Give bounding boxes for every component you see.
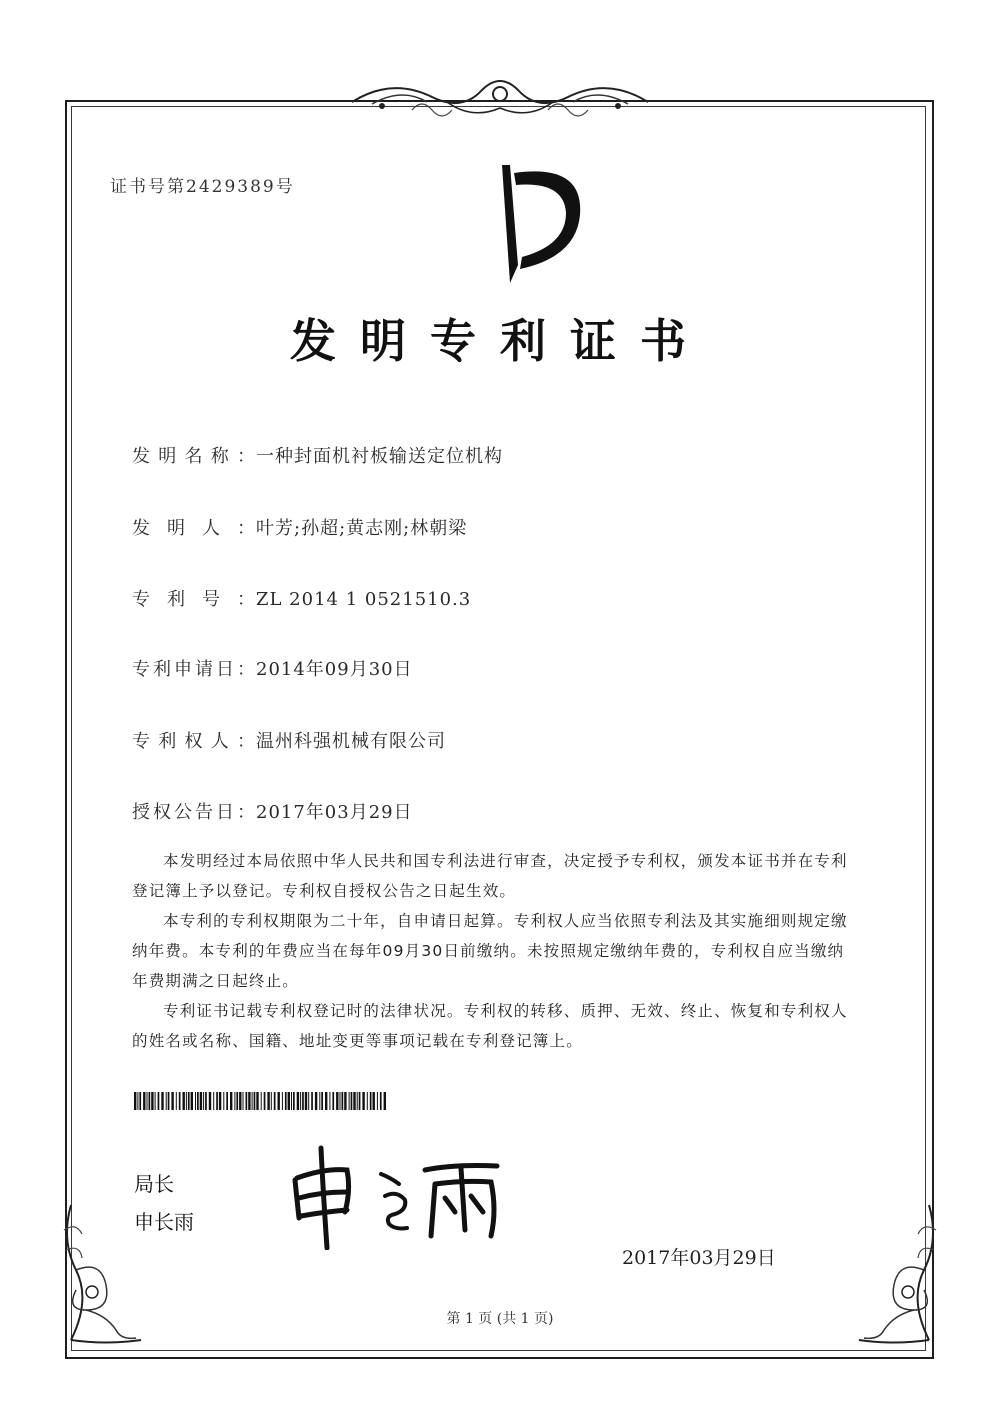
barcode-bar bbox=[203, 1092, 204, 1110]
barcode-bar bbox=[351, 1092, 353, 1110]
barcode-bar bbox=[151, 1092, 153, 1110]
barcode-bar bbox=[291, 1092, 292, 1110]
field-label: 专利申请日： bbox=[132, 659, 256, 680]
barcode-bar bbox=[332, 1092, 334, 1110]
barcode-bar bbox=[252, 1092, 253, 1110]
barcode-bar bbox=[188, 1092, 190, 1110]
certificate-number: 证书号第2429389号 bbox=[110, 177, 295, 197]
barcode-bar bbox=[147, 1092, 148, 1110]
barcode-bar bbox=[209, 1092, 211, 1110]
field-label: 专利号： bbox=[132, 589, 256, 610]
barcode-bar bbox=[213, 1092, 214, 1110]
barcode-bar bbox=[149, 1092, 151, 1110]
barcode-bar bbox=[373, 1092, 375, 1110]
field-patent-number bbox=[132, 585, 471, 611]
barcode-bar bbox=[223, 1092, 224, 1110]
barcode-bar bbox=[216, 1092, 218, 1110]
barcode-bar bbox=[267, 1092, 269, 1110]
director-signature bbox=[285, 1140, 515, 1250]
barcode-bar bbox=[161, 1092, 163, 1110]
field-value: 2014年09月30日 bbox=[256, 659, 413, 680]
barcode-bar bbox=[171, 1092, 173, 1110]
barcode-bar bbox=[362, 1092, 364, 1110]
barcode-bar bbox=[321, 1092, 323, 1110]
barcode-bar bbox=[300, 1092, 301, 1110]
field-value: ZL 2014 1 0521510.3 bbox=[256, 589, 472, 610]
barcode-bar bbox=[134, 1092, 136, 1110]
barcode-bar bbox=[186, 1092, 187, 1110]
barcode-bar bbox=[239, 1092, 241, 1110]
barcode-bar bbox=[357, 1092, 358, 1110]
barcode-bar bbox=[380, 1092, 382, 1110]
barcode-bar bbox=[325, 1092, 327, 1110]
barcode-bar bbox=[319, 1092, 320, 1110]
barcode-bar bbox=[340, 1092, 341, 1110]
barcode-bar bbox=[264, 1092, 266, 1110]
barcode-bar bbox=[353, 1092, 355, 1110]
barcode-bar bbox=[285, 1092, 287, 1110]
field-value: 叶芳;孙超;黄志刚;林朝梁 bbox=[256, 518, 468, 539]
barcode-bar bbox=[137, 1092, 138, 1110]
barcode-bar bbox=[246, 1092, 248, 1110]
field-invention-name bbox=[132, 442, 503, 468]
field-application-date bbox=[132, 655, 413, 681]
barcode-bar bbox=[195, 1092, 196, 1110]
page-number: 第 1 页 (共 1 页) bbox=[446, 1311, 554, 1327]
barcode-bar bbox=[278, 1092, 280, 1110]
barcode-bar bbox=[139, 1092, 141, 1110]
top-ornament-icon bbox=[352, 72, 648, 122]
barcode-bar bbox=[297, 1092, 299, 1110]
barcode-bar bbox=[219, 1092, 221, 1110]
body-paragraph: 专利证书记载专利权登记时的法律状况。专利权的转移、质押、无效、终止、恢复和专利权人的姓名或名称、国籍、地址变更等事项记载在专利登记簿上。 bbox=[132, 1002, 848, 1050]
barcode-bar bbox=[293, 1092, 295, 1110]
barcode-bar bbox=[336, 1092, 338, 1110]
field-value: 一种封面机衬板输送定位机构 bbox=[256, 446, 503, 467]
barcode-bar bbox=[143, 1092, 145, 1110]
body-paragraph: 本专利的专利权期限为二十年，自申请日起算。专利权人应当依照专利法及其实施细则规定缴纳年费。本专利的年费应当在每年09月30日前缴纳。未按照规定缴纳年费的，专利权自应当缴纳年费期满之日起终止。 bbox=[132, 912, 848, 990]
issue-date: 2017年03月29日 bbox=[622, 1247, 776, 1269]
director-title: 局长 bbox=[134, 1172, 174, 1196]
barcode-bar bbox=[191, 1092, 193, 1110]
field-label: 发明名称： bbox=[132, 446, 256, 467]
barcode-bar bbox=[282, 1092, 283, 1110]
field-value: 温州科强机械有限公司 bbox=[256, 731, 446, 752]
body-paragraph: 本发明经过本局依照中华人民共和国专利法进行审查，决定授予专利权，颁发本证书并在专利登记簿上予以登记。专利权自授权公告之日起生效。 bbox=[132, 852, 848, 900]
patent-office-logo-icon bbox=[492, 165, 592, 285]
barcode-bar bbox=[158, 1092, 160, 1110]
barcode-bar bbox=[288, 1092, 290, 1110]
barcode-bar bbox=[329, 1092, 330, 1110]
barcode-bar bbox=[315, 1092, 317, 1110]
barcode-bar bbox=[205, 1092, 207, 1110]
field-label: 专利权人： bbox=[132, 731, 256, 752]
barcode bbox=[134, 1092, 386, 1110]
barcode-bar bbox=[230, 1092, 232, 1110]
barcode-bar bbox=[274, 1092, 276, 1110]
barcode-bar bbox=[305, 1092, 307, 1110]
director-name: 申长雨 bbox=[134, 1210, 194, 1234]
barcode-bar bbox=[234, 1092, 235, 1110]
barcode-bar bbox=[370, 1092, 372, 1110]
barcode-bar bbox=[183, 1092, 185, 1110]
barcode-bar bbox=[179, 1092, 181, 1110]
barcode-bar bbox=[248, 1092, 250, 1110]
field-patentee bbox=[132, 727, 446, 753]
field-grant-date bbox=[132, 798, 413, 824]
barcode-bar bbox=[176, 1092, 177, 1110]
barcode-bar bbox=[155, 1092, 156, 1110]
barcode-bar bbox=[256, 1092, 258, 1110]
field-value: 2017年03月29日 bbox=[256, 802, 413, 823]
barcode-bar bbox=[271, 1092, 272, 1110]
barcode-bar bbox=[302, 1092, 304, 1110]
barcode-bar bbox=[226, 1092, 228, 1110]
barcode-bar bbox=[367, 1092, 368, 1110]
certificate-body bbox=[132, 846, 858, 1056]
barcode-bar bbox=[311, 1092, 313, 1110]
barcode-bar bbox=[308, 1092, 309, 1110]
barcode-bar bbox=[197, 1092, 199, 1110]
barcode-bar bbox=[384, 1092, 386, 1110]
barcode-bar bbox=[236, 1092, 238, 1110]
barcode-bar bbox=[166, 1092, 167, 1110]
field-label: 授权公告日： bbox=[132, 802, 256, 823]
barcode-bar bbox=[261, 1092, 262, 1110]
barcode-bar bbox=[243, 1092, 244, 1110]
barcode-bar bbox=[349, 1092, 350, 1110]
barcode-bar bbox=[168, 1092, 170, 1110]
field-label: 发明人： bbox=[132, 518, 256, 539]
barcode-bar bbox=[342, 1092, 344, 1110]
barcode-bar bbox=[254, 1092, 256, 1110]
field-inventors bbox=[132, 514, 467, 540]
barcode-bar bbox=[359, 1092, 361, 1110]
barcode-bar bbox=[200, 1092, 202, 1110]
barcode-bar bbox=[377, 1092, 378, 1110]
certificate-title: 发明专利证书 bbox=[290, 314, 710, 368]
barcode-bar bbox=[344, 1092, 346, 1110]
